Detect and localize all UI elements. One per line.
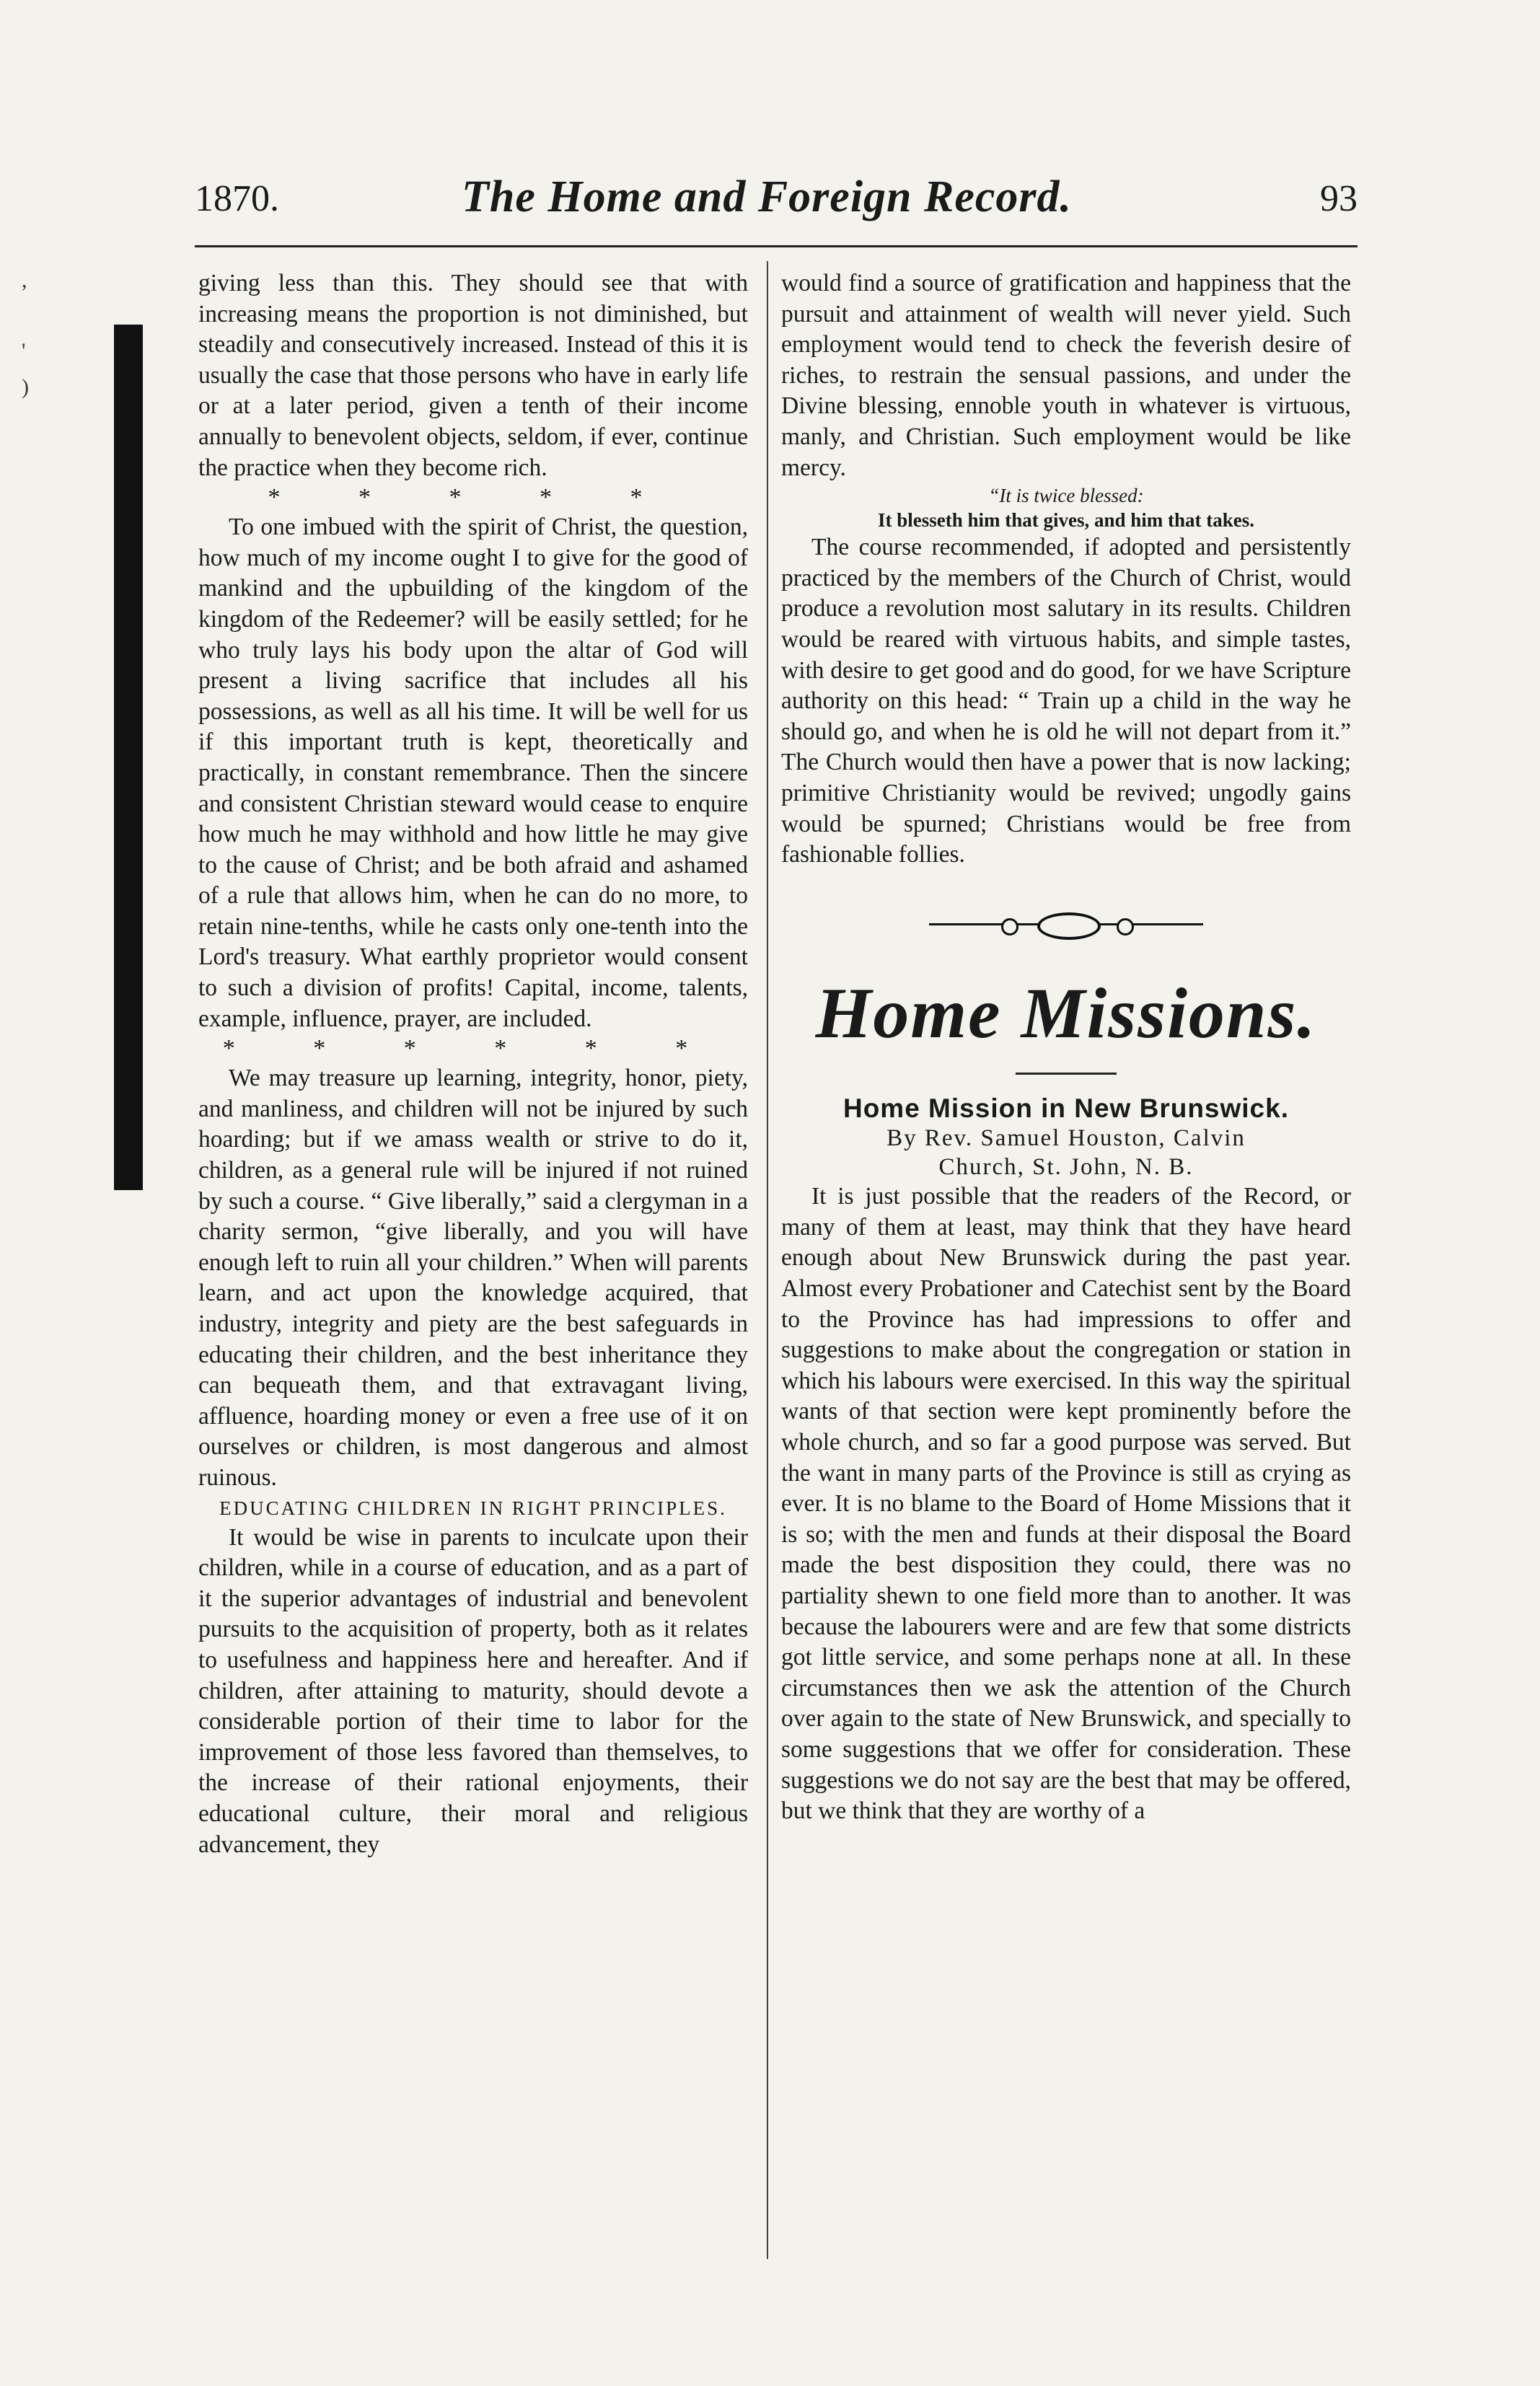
margin-marking-bar	[114, 325, 143, 1190]
paragraph: We may treasure up learning, integrity, honor, piety, and manliness, and children will not be injured by such hoarding; but if we amass wealth or strive to do it, children, as a general rule will be injured if not ruined by such a course. “ Give liberally,” said a clergyman in a charity sermon, “give liberally, and you will have enough left to ruin all your children.” When will parents learn, and act upon the knowledge acquired, that industry, integrity and piety are the best safeguards in educating their children, and the best inheritance they can bequeath them, and that extravagant living, affluence, hoarding money or even a free use of it on ourselves or children, is most dangerous and almost ruinous.	[198, 1065, 748, 1491]
byline-line: Church, St. John, N. B.	[938, 1154, 1194, 1181]
paragraph: To one imbued with the spirit of Christ, the question, how much of my income ought I to give for the good of mankind and the upbuilding of the kingdom of the kingdom of the Redeemer? will be easily settled; for he who truly lays his body upon the altar of God will present a living sacrifice that includes all his possessions, as well as all his time. It will be well for us if this important truth is kept, theoretically and practically, in constant remembrance. Then the sincere and consistent Christian steward would cease to enquire how much he may withhold and how little he may give to the cause of Christ; and be both afraid and ashamed of a rule that allows him, when he can do no more, to retain nine-tenths, while he casts only one-tenth into the Lord's treasury. What earthly proprietor would consent to such a division of profits! Capital, income, talents, example, influence, prayer, are included.	[198, 514, 748, 1032]
quotation-line: “It is twice blessed:	[988, 485, 1144, 507]
margin-tick: ,	[22, 268, 27, 292]
section-title: Home Missions.	[815, 972, 1317, 1053]
running-header	[195, 172, 1358, 237]
paragraph: The course recommended, if adopted and persistently practiced by the members of the Church of Christ, would produce a revolution most salutary in its results. Children would be reared with virtuous habits, and simple tastes, with desire to get good and do good, for we have Scripture authority on this head: “ Train up a child in the way he should go, and when he is old he will not depart from it.” The Church would then have a power that is now lacking; primitive Christianity would be revived; ungodly gains would be spurned; Christians would be free from fashionable follies.	[781, 534, 1351, 868]
right-column	[781, 268, 1351, 1827]
header-page-number: 93	[1320, 178, 1358, 219]
section-break-stars: * * * * *	[268, 484, 679, 511]
article-title: Home Mission in New Brunswick.	[842, 1093, 1289, 1123]
paragraph: It is just possible that the readers of the Record, or many of them at least, may think that they have heard enough about New Brunswick during the past year. Almost every Probationer and Catechist sent by the Board to the Province has had impressions to offer and suggestions to make about the congregation or station in which his labours were exercised. In this way the spiritual wants of that section were kept prominently before the whole church, and so far a good purpose was served. But the want in many parts of the Province is still as crying as ever. It is no blame to the Board of Home Missions that it is so; with the men and funds at their disposal the Board made the best disposition they could, there was no partiality shewn to one field more than to another. It was because the labourers were and are few that some districts got little service, and some perhaps none at all. In these circumstances then we ask the attention of the Church over again to the state of New Brunswick, and specially to some suggestions that we offer for consideration. These suggestions we do not say are the best that may be offered, but we think that they are worthy of a	[781, 1183, 1351, 1825]
margin-tick: '	[22, 339, 26, 363]
header-rule	[195, 245, 1358, 247]
column-divider	[767, 261, 768, 2259]
byline	[781, 1124, 1351, 1181]
paragraph: giving less than this. They should see that with increasing means the proportion is not diminished, but steadily and consecutively increased. Instead of this it is usually the case that those persons who have in early life or at a later period, given a tenth of their income annually to benevolent objects, seldom, if ever, continue the practice when they become rich.	[198, 270, 748, 481]
header-year: 1870.	[195, 178, 279, 219]
section-break-stars: * * * * * *	[222, 1035, 724, 1062]
subheading: EDUCATING CHILDREN IN RIGHT PRINCIPLES.	[219, 1497, 727, 1519]
byline-line: By Rev. Samuel Houston, Calvin	[886, 1125, 1246, 1152]
margin-tick: )	[22, 375, 29, 399]
paragraph: would find a source of gratification and happiness that the pursuit and attainment of wealth will never yield. Such employment would tend to check the feverish desire of riches, to restrain the sensual passions, and under the Divine blessing, ennoble youth in whatever is virtuous, manly, and Christian. Such employment would be like mercy.	[781, 270, 1351, 481]
title-rule	[1016, 1073, 1117, 1075]
paragraph: It would be wise in parents to inculcate upon their children, while in a course of education, and as a part of it the superior advantages of industrial and benevolent pursuits to the acquisition of property, both as it relates to usefulness and happiness here and hereafter. And if children, after attaining to maturity, should devote a considerable portion of their time to labor for the improvement of those less favored than themselves, to the increase of their rational enjoyments, their educational culture, their moral and religious advancement, they	[198, 1523, 748, 1858]
left-column	[198, 268, 748, 1860]
ornamental-divider	[929, 912, 1203, 937]
quotation-line: It blesseth him that gives, and him that takes.	[877, 509, 1255, 532]
header-title: The Home and Foreign Record.	[462, 172, 1073, 221]
